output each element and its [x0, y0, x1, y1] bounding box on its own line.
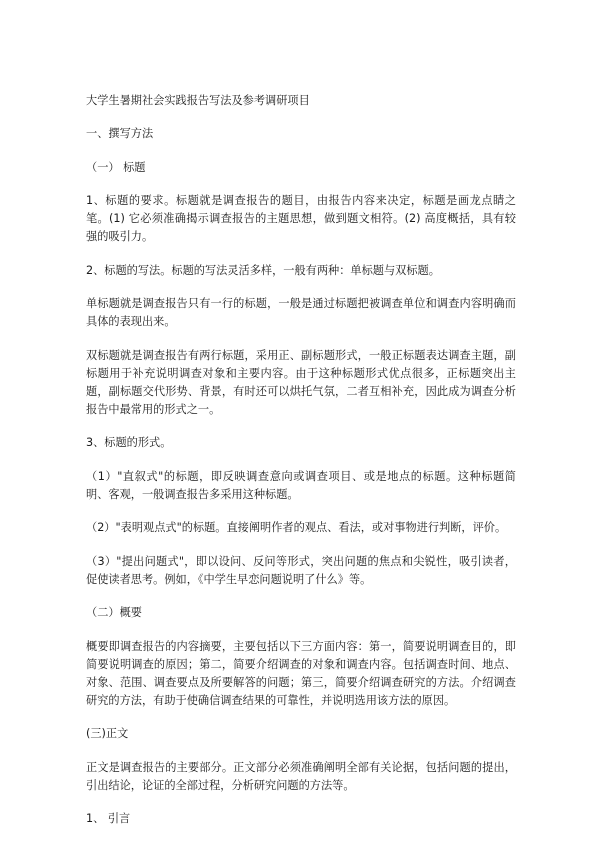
subsection-heading-body: (三)正文 [86, 727, 129, 740]
document-title: 大学生暑期社会实践报告写法及参考调研项目 [86, 94, 310, 107]
document-body [86, 92, 516, 844]
paragraph-single-title: 单标题就是调查报告只有一行的标题，一般是通过标题把被调查单位和调查内容明确而具体的表现出来。 [86, 297, 516, 328]
paragraph-title-requirements: 1、标题的要求。标题就是调查报告的题目，由报告内容来决定，标题是画龙点睛之笔。(1) 它必须准确揭示调查报告的主题思想，做到题文相符。(2) 高度概括，具有较强的吸引力。 [86, 194, 516, 243]
subsection-heading-title: （一） 标题 [86, 160, 146, 174]
paragraph-double-title: 双标题就是调查报告有两行标题，采用正、副标题形式，一般正标题表达调查主题，副标题用于补充说明调查对象和主要内容。由于这种标题形式优点很多，正标题突出主题，副标题交代形势、背景，有时还可以烘托气氛，二者互相补充，因此成为调查分析报告中最常用的形式之一。 [86, 348, 516, 416]
paragraph-title-forms: 3、标题的形式。 [86, 436, 172, 449]
paragraph-form-narrative: （1）"直叙式"的标题，即反映调查意向或调查项目、或是地点的标题。这种标题简明、客观，一般调查报告多采用这种标题。 [86, 469, 516, 501]
paragraph-summary: 概要即调查报告的内容摘要，主要包括以下三方面内容：第一，简要说明调查目的，即简要说明调查的原因；第二，简要介绍调查的对象和调查内容。包括调查时间、地点、对象、范围、调查要点及所要解答的问题；第三，简要介绍调查研究的方法。介绍调查研究的方法，有助于使确信调查结果的可靠性，并说明选用该方法的原因。 [86, 639, 516, 707]
paragraph-body: 正文是调查报告的主要部分。正文部分必须准确阐明全部有关论据，包括问题的提出，引出结论，论证的全部过程，分析研究问题的方法等。 [86, 760, 516, 792]
subsection-heading-summary: （二）概要 [86, 606, 142, 619]
paragraph-title-writing: 2、标题的写法。标题的写法灵活多样，一般有两种：单标题与双标题。 [86, 263, 440, 277]
section-heading-writing-method: 一、撰写方法 [86, 127, 154, 140]
subsection-heading-introduction: 1、 引言 [86, 812, 131, 825]
paragraph-form-viewpoint: （2）"表明观点式"的标题。直接阐明作者的观点、看法，或对事物进行判断，评价。 [86, 521, 507, 534]
paragraph-form-question: （3）"提出问题式"，即以设问、反问等形式，突出问题的焦点和尖锐性，吸引读者，促使读者思考。例如，《中学生早恋问题说明了什么》等。 [86, 554, 516, 586]
